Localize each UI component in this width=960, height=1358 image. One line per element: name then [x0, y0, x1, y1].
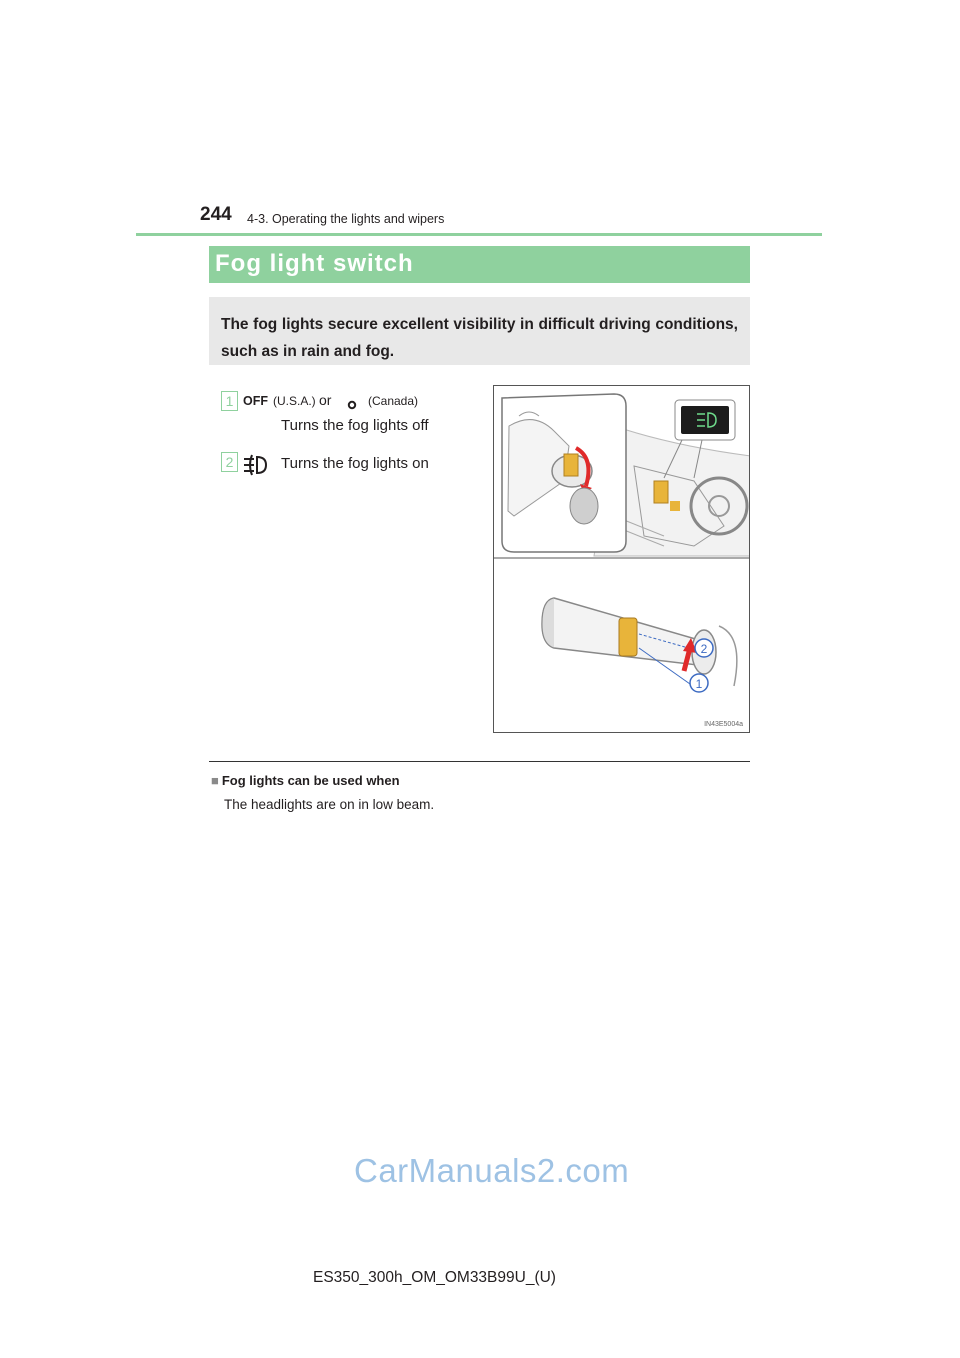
title-banner [209, 246, 750, 283]
illustration-callout-2-label: 2 [700, 642, 708, 656]
header-divider [136, 233, 822, 236]
item-2-description: Turns the fog lights on [281, 455, 429, 472]
fog-switch-illustration [493, 385, 750, 733]
square-bullet-icon: ■ [211, 773, 219, 788]
illustration-callout-1-label: 1 [695, 677, 703, 691]
section-title: 4-3. Operating the lights and wipers [247, 212, 445, 226]
item-number-2: 2 [221, 452, 238, 472]
note-divider [209, 761, 750, 762]
note-heading-text: Fog lights can be used when [221, 773, 400, 788]
canada-off-icon [346, 397, 358, 415]
region-usa-label: (U.S.A.) [273, 394, 316, 408]
illustration-code: IN43E5004a [704, 721, 743, 728]
note-heading [211, 773, 400, 788]
watermark: CarManuals2.com [354, 1152, 630, 1189]
intro-box: The fog lights secure excellent visibility in difficult driving conditions, such as in rain and fog. [209, 297, 750, 365]
front-fog-light-icon [242, 454, 270, 481]
or-label: or [319, 392, 332, 408]
page-title: Fog light switch [215, 250, 414, 277]
note-body: The headlights are on in low beam. [224, 797, 435, 812]
cockpit-view [494, 386, 750, 556]
page-number: 244 [200, 204, 232, 225]
off-symbol: OFF [243, 394, 268, 408]
region-canada-label: (Canada) [368, 394, 419, 408]
footer-code: ES350_300h_OM_OM33B99U_(U) [313, 1269, 556, 1286]
item-number-1: 1 [221, 391, 238, 411]
item-1-description: Turns the fog lights off [281, 417, 429, 434]
